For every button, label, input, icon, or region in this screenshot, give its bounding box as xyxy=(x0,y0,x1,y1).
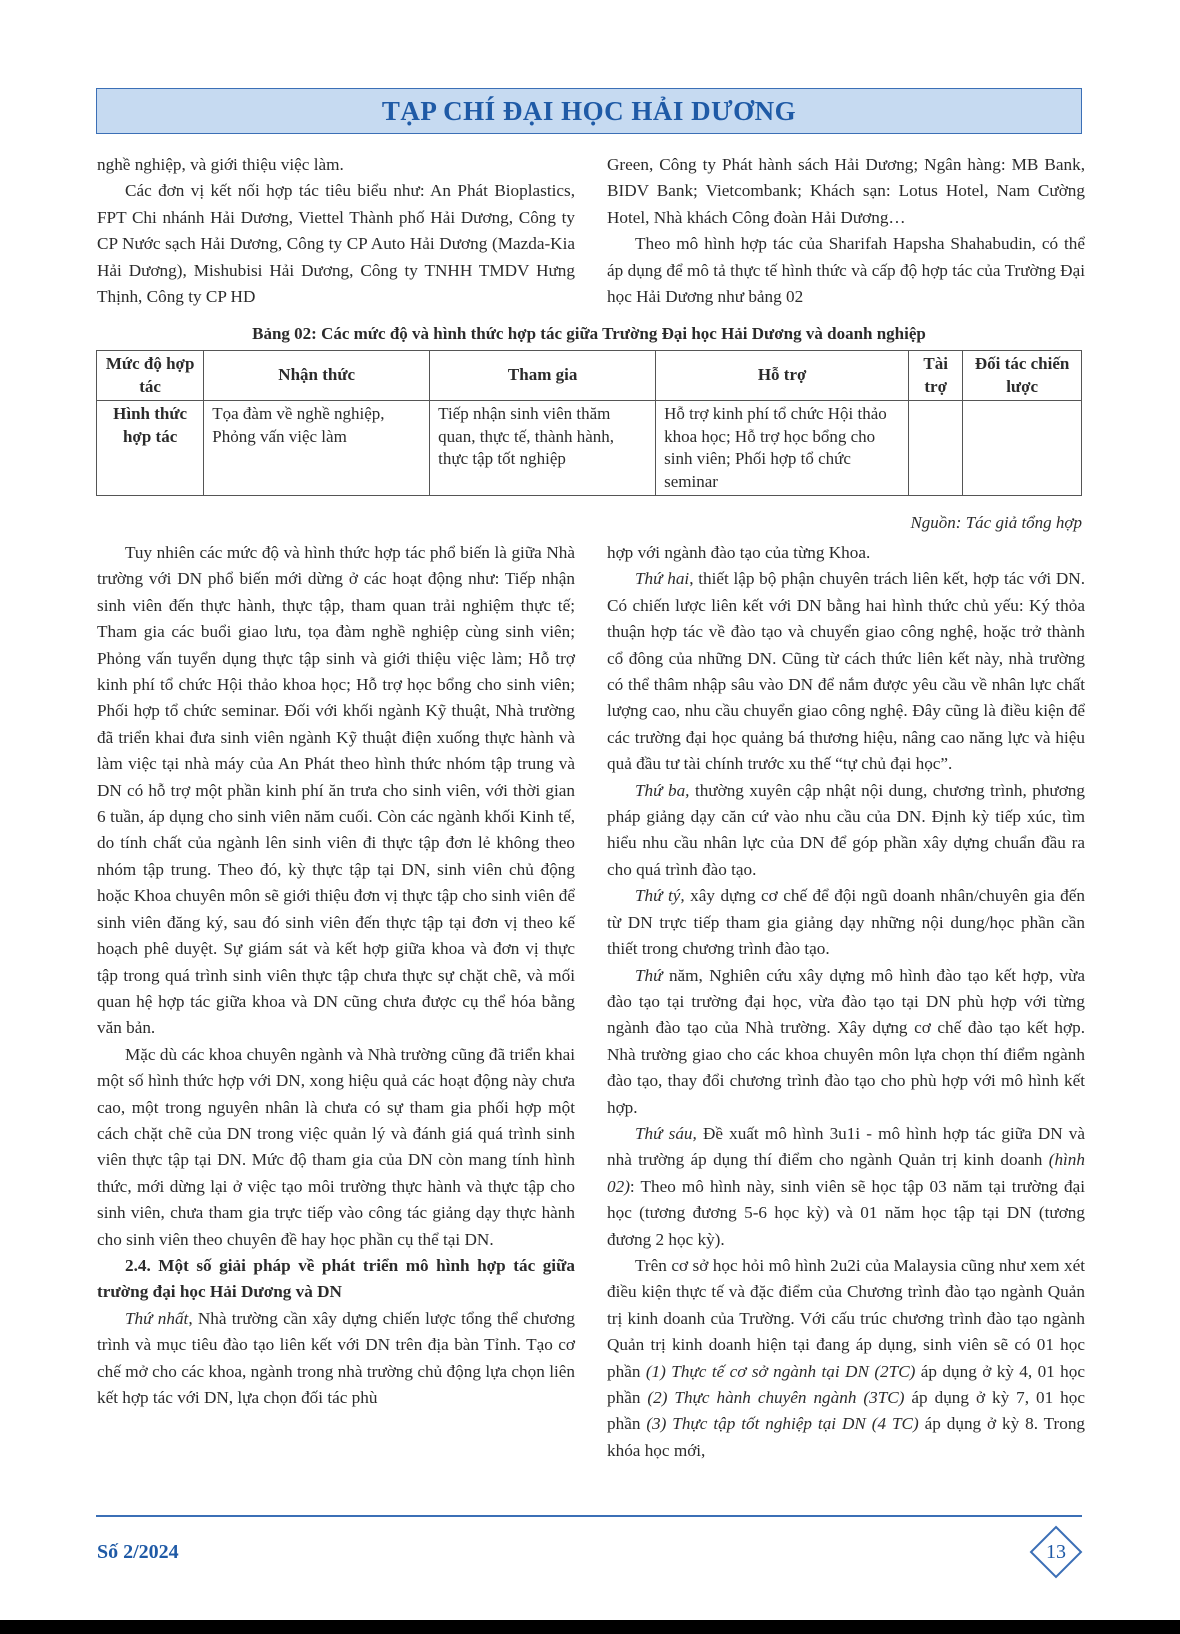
footer-divider xyxy=(96,1515,1082,1517)
paragraph: nghề nghiệp, và giới thiệu việc làm. xyxy=(97,155,344,174)
paragraph-text: Trên cơ sở học hỏi mô hình 2u2i của Malaysia cũng như xem xét điều kiện thực tế và đặc điểm của Chương trình đào tạo ngành Quản trị kinh doanh của Trường. Với cấu trúc chương trình đào tạo ngành Quản trị kinh doanh hiện tại đang áp dụng, sinh viên sẽ có 01 học phần xyxy=(607,1255,1085,1381)
page-number-badge xyxy=(1028,1524,1084,1580)
table-header: Nhận thức xyxy=(204,351,430,401)
table-header: Hỗ trợ xyxy=(656,351,909,401)
paragraph-text: , thiết lập bộ phận chuyên trách liên kết, hợp tác với DN. Có chiến lược liên kết với DN bằng hai hình thức chủ yếu: Ký thỏa thuận hợp tác về đào tạo và chuyển giao công nghệ, hoặc trở thành cổ đông của những DN. Cũng từ cách thức liên kết này, nhà trường có thể thâm nhập sâu vào DN để nắm được yêu cầu về nhân lực chất lượng cao, nhu cầu chuyển giao công nghệ. Đây cũng là điều kiện để các trường đại học quảng bá thương hiệu, nâng cao năng lực và hiệu quả đầu tư tài chính trước xu thế “tự chủ đại học”. xyxy=(607,569,1085,774)
table-header: Mức độ hợp tác xyxy=(97,351,204,401)
emphasis: (hình 02) xyxy=(607,1150,1085,1196)
paragraph xyxy=(607,778,1085,884)
journal-title: TẠP CHÍ ĐẠI HỌC HẢI DƯƠNG xyxy=(381,95,797,126)
table-header: Tham gia xyxy=(430,351,656,401)
paragraph xyxy=(607,1121,1085,1253)
section-heading: 2.4. Một số giải pháp về phát triển mô hình hợp tác giữa trường đại học Hải Dương và DN xyxy=(97,1255,575,1302)
right-column xyxy=(607,540,1085,1464)
paragraph-text: Đề xuất mô hình 3u1i - mô hình hợp tác giữa DN và nhà trường áp dụng thí điểm cho ngành Quản trị kinh doanh xyxy=(607,1123,1086,1170)
emphasis: (1) Thực tế cơ sở ngành tại DN (2TC) xyxy=(645,1361,916,1381)
table-caption: Bảng 02: Các mức độ và hình thức hợp tác giữa Trường Đại học Hải Dương và doanh nghiệp xyxy=(252,324,926,343)
paragraph-text: áp dụng ở kỳ 7, 01 học phần xyxy=(607,1388,1085,1434)
page-number: 13 xyxy=(1046,1541,1066,1563)
left-column xyxy=(97,540,575,1411)
paragraph: Các đơn vị kết nối hợp tác tiêu biểu như: An Phát Bioplastics, FPT Chi nhánh Hải Dương, Viettel Thành phố Hải Dương, Công ty CP Nước sạch Hải Dương, Công ty CP Auto Hải Dương (Mazda-Kia Hải Dương), Mishubisi Hải Dương, Công ty TNHH TMDV Hưng Thịnh, Công ty CP HD xyxy=(97,181,575,307)
paragraph-text: áp dụng ở kỳ 8. Trong khóa học mới, xyxy=(607,1414,1086,1460)
emphasis: Thứ ba, xyxy=(635,780,690,800)
emphasis: Thứ hai xyxy=(635,569,690,589)
paragraph: Green, Công ty Phát hành sách Hải Dương; Ngân hàng: MB Bank, BIDV Bank; Vietcombank; Khách sạn: Lotus Hotel, Nam Cường Hotel, Nhà khách Công đoàn Hải Dương… xyxy=(607,155,1085,227)
paragraph-text: thường xuyên cập nhật nội dung, chương trình, phương pháp giảng dạy căn cứ vào nhu cầu của DN. Định kỳ tiếp xúc, tìm hiểu nhu cầu nhân lực của DN để góp phần xây dựng chuẩn đầu ra cho quá trình đào tạo. xyxy=(607,780,1085,879)
paragraph xyxy=(607,566,1085,777)
table-row xyxy=(97,401,1082,496)
journal-masthead xyxy=(96,88,1082,134)
table-cell xyxy=(963,401,1082,496)
table-cell: Hỗ trợ kinh phí tổ chức Hội thảo khoa học; Hỗ trợ học bổng cho sinh viên; Phối hợp tổ chức seminar xyxy=(656,401,909,496)
paragraph-text: áp dụng ở kỳ 4, 01 học phần xyxy=(607,1361,1085,1407)
table-row-header: Hình thức hợp tác xyxy=(97,401,204,496)
paragraph xyxy=(97,1306,575,1412)
emphasis: (3) Thực tập tốt nghiệp tại DN (4 TC) xyxy=(646,1414,919,1434)
paragraph xyxy=(607,1253,1085,1464)
top-left-column xyxy=(97,152,575,310)
table-cell: Tiếp nhận sinh viên thăm quan, thực tế, thành hành, thực tập tốt nghiệp xyxy=(430,401,656,496)
paragraph-text: xây dựng cơ chế để đội ngũ doanh nhân/chuyên gia đến từ DN trực tiếp tham gia giảng dạy những nội dung/học phần cần thiết trong chương trình đào tạo. xyxy=(607,886,1085,959)
paragraph xyxy=(607,963,1085,1121)
paragraph: Tuy nhiên các mức độ và hình thức hợp tác phổ biến là giữa Nhà trường với DN phổ biến mới dừng ở các hoạt động như: Tiếp nhận sinh viên đến thực hành, thực tập, tham quan trải nghiệm thực tế; Tham gia các buổi giao lưu, tọa đàm nghề nghiệp cùng sinh viên; Phỏng vấn tuyển dụng thực tập sinh và giới thiệu việc làm; Hỗ trợ kinh phí tổ chức Hội thảo khoa học; Hỗ trợ học bổng cho sinh viên; Phối hợp tổ chức seminar. Đối với khối ngành Kỹ thuật, Nhà trường đã triển khai đưa sinh viên ngành Kỹ thuật điện xuống thực hành và làm việc tại nhà máy của An Phát theo hình thức nhóm tập trung và DN có hỗ trợ một phần kinh phí ăn trưa cho sinh viên, với thời gian 6 tuần, áp dụng cho sinh viên năm cuối. Còn các ngành khối Kinh tế, do tính chất của ngành lên sinh viên đi thực tập đơn lẻ không theo nhóm tập trung. Theo đó, kỳ thực tập tại DN, sinh viên chủ động hoặc Khoa chuyên môn sẽ giới thiệu đơn vị thực tập cho sinh viên để sinh viên đăng ký, sau đó sinh viên đến thực tập tại đơn vị theo kế hoạch phê duyệt. Sự giám sát và kết hợp giữa khoa và đơn vị thực tập trong quá trình sinh viên thực tập chưa thực sự chặt chẽ, và mối quan hệ hợp tác giữa khoa và DN cũng chưa được cụ thể hóa bằng văn bản. xyxy=(97,543,575,1038)
emphasis: Thứ nhất xyxy=(125,1308,189,1328)
paragraph-text: , Nhà trường cần xây dựng chiến lược tổng thể chương trình và mục tiêu đào tạo liên kết với DN trên địa bàn Tỉnh. Tạo cơ chế mở cho các khoa, ngành trong nhà trường chủ động lựa chọn liên kết hợp tác với DN, lựa chọn đối tác phù xyxy=(97,1308,575,1407)
paragraph: hợp với ngành đào tạo của từng Khoa. xyxy=(607,543,871,562)
table-cell xyxy=(909,401,963,496)
emphasis: Thứ tý, xyxy=(635,886,685,906)
top-right-column xyxy=(607,152,1085,310)
emphasis: Thứ sáu, xyxy=(635,1123,697,1143)
issue-label: Số 2/2024 xyxy=(97,1541,179,1563)
emphasis: Thứ xyxy=(635,965,663,985)
emphasis: (2) Thực hành chuyên ngành (3TC) xyxy=(647,1388,905,1407)
paragraph: Theo mô hình hợp tác của Sharifah Hapsha Shahabudin, có thể áp dụng để mô tả thực tế hình thức và cấp độ hợp tác của Trường Đại học Hải Dương như bảng 02 xyxy=(607,234,1085,307)
table-header: Đối tác chiến lược xyxy=(963,351,1082,401)
paragraph: Mặc dù các khoa chuyên ngành và Nhà trường cũng đã triển khai một số hình thức hợp với DN, xong hiệu quả các hoạt động này chưa cao, một trong nguyên nhân là chưa có sự tham gia phối hợp một cách chặt chẽ của DN trong việc quản lý và đánh giá quá trình sinh viên thực tập tại DN. Mức độ tham gia của DN còn mang tính hình thức, mới dừng lại ở việc tạo môi trường thực hành và thực tập cho sinh viên, chưa tham gia trực tiếp vào công tác giảng dạy thực hành cho sinh viên theo chuyên đề hay học phần cụ thể tại DN. xyxy=(97,1044,575,1249)
paragraph-text: : Theo mô hình này, sinh viên sẽ học tập 03 năm tại trường đại học (tương đương 5-6 học kỳ) và 01 năm học tập tại DN (tương đương 2 học kỳ). xyxy=(607,1176,1085,1249)
table-cell: Tọa đàm về nghề nghiệp, Phỏng vấn việc làm xyxy=(204,401,430,496)
table-source: Nguồn: Tác giả tổng hợp xyxy=(910,513,1082,532)
bottom-bar xyxy=(0,1620,1180,1634)
table-header: Tài trợ xyxy=(909,351,963,401)
paragraph-text: năm, Nghiên cứu xây dựng mô hình đào tạo kết hợp, vừa đào tạo tại trường đại học, vừa đào tạo tại DN phù hợp với từng ngành đào tạo của Nhà trường. Xây dựng cơ chế đào tạo kết hợp. Nhà trường giao cho các khoa chuyên môn lựa chọn thí điểm ngành đào tạo, thay đổi chương trình đào tạo cho phù hợp với mô hình kết hợp. xyxy=(607,965,1085,1117)
table-header-row xyxy=(97,351,1082,401)
paragraph xyxy=(607,883,1085,962)
cooperation-table xyxy=(96,350,1082,496)
